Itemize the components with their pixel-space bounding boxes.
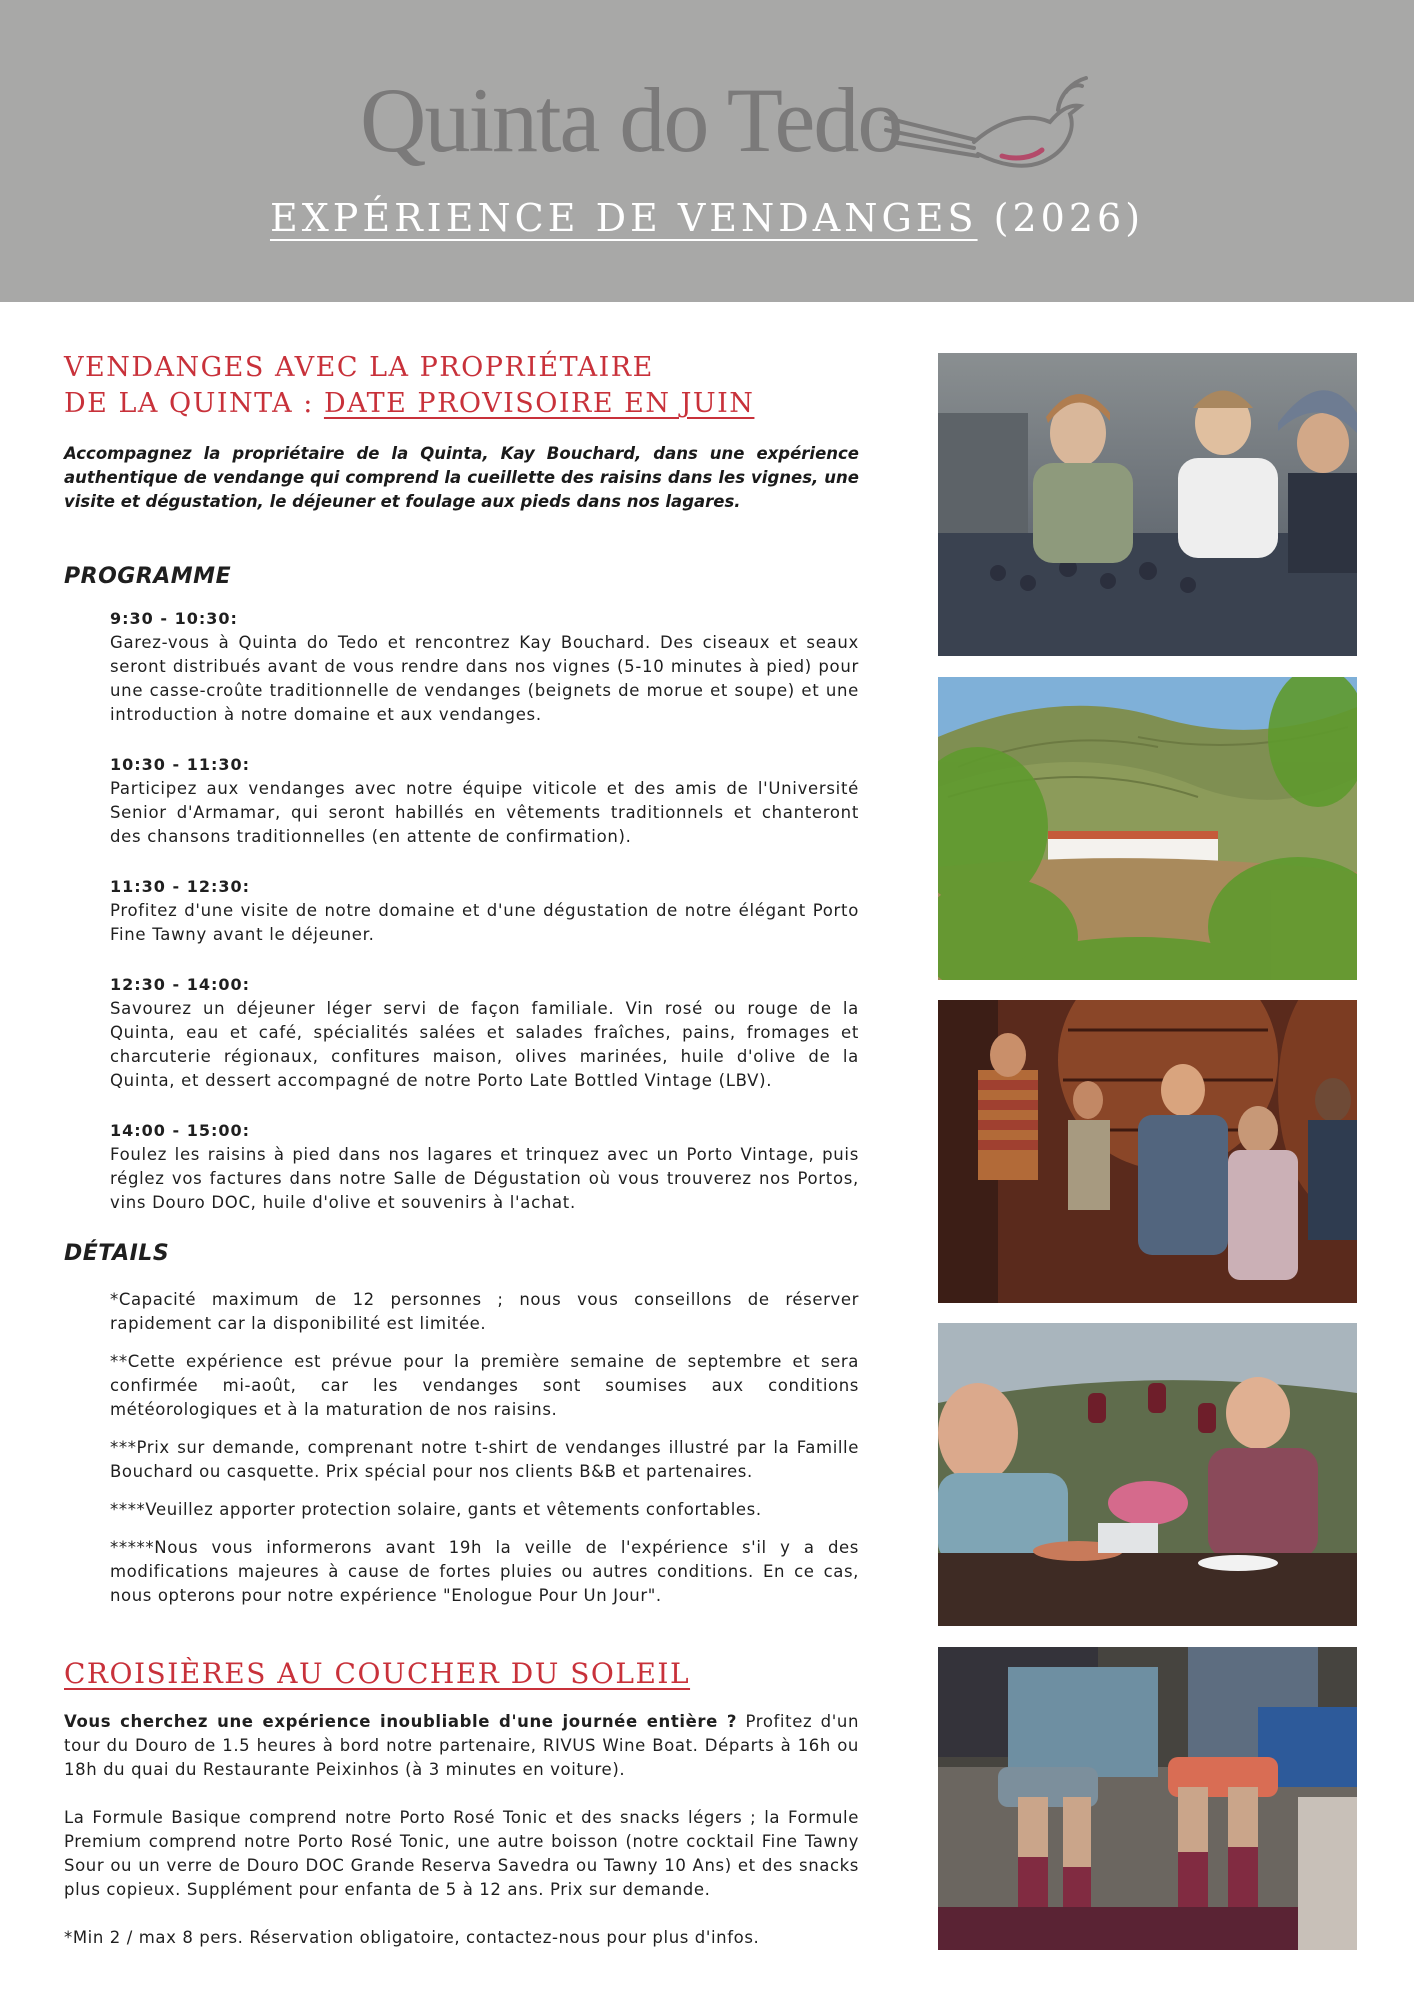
programme-desc: Savourez un déjeuner léger servi de façon familiale. Vin rosé ou rouge de la Quinta, eau et café, spécialités salées et salades fraîches, pains, fromages et charcuterie régionaux, confitures maison, olives marinées, huile d'olive de la Quinta, et dessert accompagné de notre Porto Late Bottled Vintage (LBV).: [110, 999, 859, 1090]
cruise-paragraph-2: La Formule Basique comprend notre Porto Rosé Tonic et des snacks légers ; la Formule Premium comprend notre Porto Rosé Tonic, une autre boisson (notre cocktail Fine Tawny Sour ou un verre de Douro DOC Grande Reserva Savedra ou Tawny 10 Ans) et des snacks plus copieux. Supplément pour enfanta de 5 à 12 ans. Prix sur demande.: [64, 1808, 859, 1899]
programme-list: [110, 607, 859, 1215]
cruise-lead-bold: Vous cherchez une expérience inoubliable d'une journée entière ?: [64, 1712, 738, 1731]
cruise-lead-rest: Profitez d'un tour du Douro de 1.5 heures à bord notre partenaire, RIVUS Wine Boat. Départs à 16h ou 18h du quai du Restaurante Peixinhos (à 3 minutes en voiture).: [64, 1712, 859, 1779]
section-title-date-link: DATE PROVISOIRE EN JUIN: [323, 388, 755, 419]
programme-desc: Foulez les raisins à pied dans nos lagares et trinquez avec un Porto Vintage, puis réglez vos factures dans notre Salle de Dégustation où vous trouverez nos Portos, vins Douro DOC, huile d'olive et souvenirs à l'achat.: [110, 1145, 859, 1212]
logo-text: Quinta do Tedo: [360, 69, 902, 171]
cruise-heading-text: CROISIÈRES AU COUCHER DU SOLEIL: [64, 1657, 691, 1690]
programme-time: 9:30 - 10:30:: [110, 609, 238, 628]
programme-time: 11:30 - 12:30:: [110, 877, 251, 896]
programme-time: 10:30 - 11:30:: [110, 755, 251, 774]
bird-logo-icon: [882, 70, 1092, 190]
details-heading: DÉTAILS: [64, 1241, 170, 1266]
programme-time: 14:00 - 15:00:: [110, 1121, 251, 1140]
intro-paragraph: Accompagnez la propriétaire de la Quinta, Kay Bouchard, dans une expérience authentique de vendange qui comprend la cueillette des raisins dans les vignes, une visite et dégustation, le déjeuner et foulage aux pieds dans nos lagares.: [64, 444, 859, 511]
header-banner: [0, 0, 1414, 302]
page-title-main: EXPÉRIENCE DE VENDANGES: [269, 196, 978, 240]
main-content: [64, 350, 859, 1950]
details-item: ****Veuillez apporter protection solaire, gants et vêtements confortables.: [110, 1500, 762, 1519]
cruise-paragraph-1: [64, 1710, 859, 1782]
programme-desc: Participez aux vendanges avec notre équipe viticole et des amis de l'Université Senior d'Armamar, qui seront habillés en vêtements traditionnels et chanteront des chansons traditionnelles (en attente de confirmation).: [110, 779, 859, 846]
programme-desc: Profitez d'une visite de notre domaine et d'une dégustation de notre élégant Porto Fine Tawny avant le déjeuner.: [110, 901, 859, 944]
photo-vineyard-landscape: [938, 677, 1357, 980]
page-title-year: (2026): [993, 196, 1145, 240]
logo: [360, 70, 1100, 180]
section-title-line1: VENDANGES AVEC LA PROPRIÉTAIRE: [64, 352, 654, 383]
cruise-paragraph-3: *Min 2 / max 8 pers. Réservation obligatoire, contactez-nous pour plus d'infos.: [64, 1928, 760, 1947]
details-item: *****Nous vous informerons avant 19h la veille de l'expérience s'il y a des modifications majeures à cause de fortes pluies ou autres conditions. En ce cas, nous opterons pour notre expérience "Enologue Pour Un Jour".: [110, 1538, 859, 1605]
page-title: [0, 196, 1414, 240]
details-item: *Capacité maximum de 12 personnes ; nous vous conseillons de réserver rapidement car la disponibilité est limitée.: [110, 1290, 859, 1333]
details-item: **Cette expérience est prévue pour la première semaine de septembre et sera confirmée mi-août, car les vendanges sont soumises aux conditions météorologiques et à la maturation de nos raisins.: [110, 1352, 859, 1419]
programme-item: [110, 875, 859, 947]
section-title-line2-prefix: DE LA QUINTA :: [64, 388, 324, 419]
photo-lunch-toast: [938, 1323, 1357, 1626]
photo-cellar-tour: [938, 1000, 1357, 1303]
photo-grape-stomping: [938, 1647, 1357, 1950]
cruise-heading: [64, 1656, 859, 1692]
programme-item: [110, 753, 859, 849]
programme-item: [110, 607, 859, 727]
photo-grape-picking: [938, 353, 1357, 656]
programme-item: [110, 973, 859, 1093]
programme-time: 12:30 - 14:00:: [110, 975, 251, 994]
programme-item: [110, 1119, 859, 1215]
programme-heading: PROGRAMME: [64, 564, 232, 589]
section-title-harvest: [64, 350, 859, 422]
programme-desc: Garez-vous à Quinta do Tedo et rencontrez Kay Bouchard. Des ciseaux et seaux seront distribués avant de vous rendre dans nos vignes (5-10 minutes à pied) pour une casse-croûte traditionnelle de vendanges (beignets de morue et soupe) et une introduction à notre domaine et aux vendanges.: [110, 633, 859, 724]
details-item: ***Prix sur demande, comprenant notre t-shirt de vendanges illustré par la Famille Bouchard ou casquette. Prix spécial pour nos clients B&B et partenaires.: [110, 1438, 859, 1481]
cruise-section: [64, 1710, 859, 1950]
details-list: [110, 1288, 859, 1608]
